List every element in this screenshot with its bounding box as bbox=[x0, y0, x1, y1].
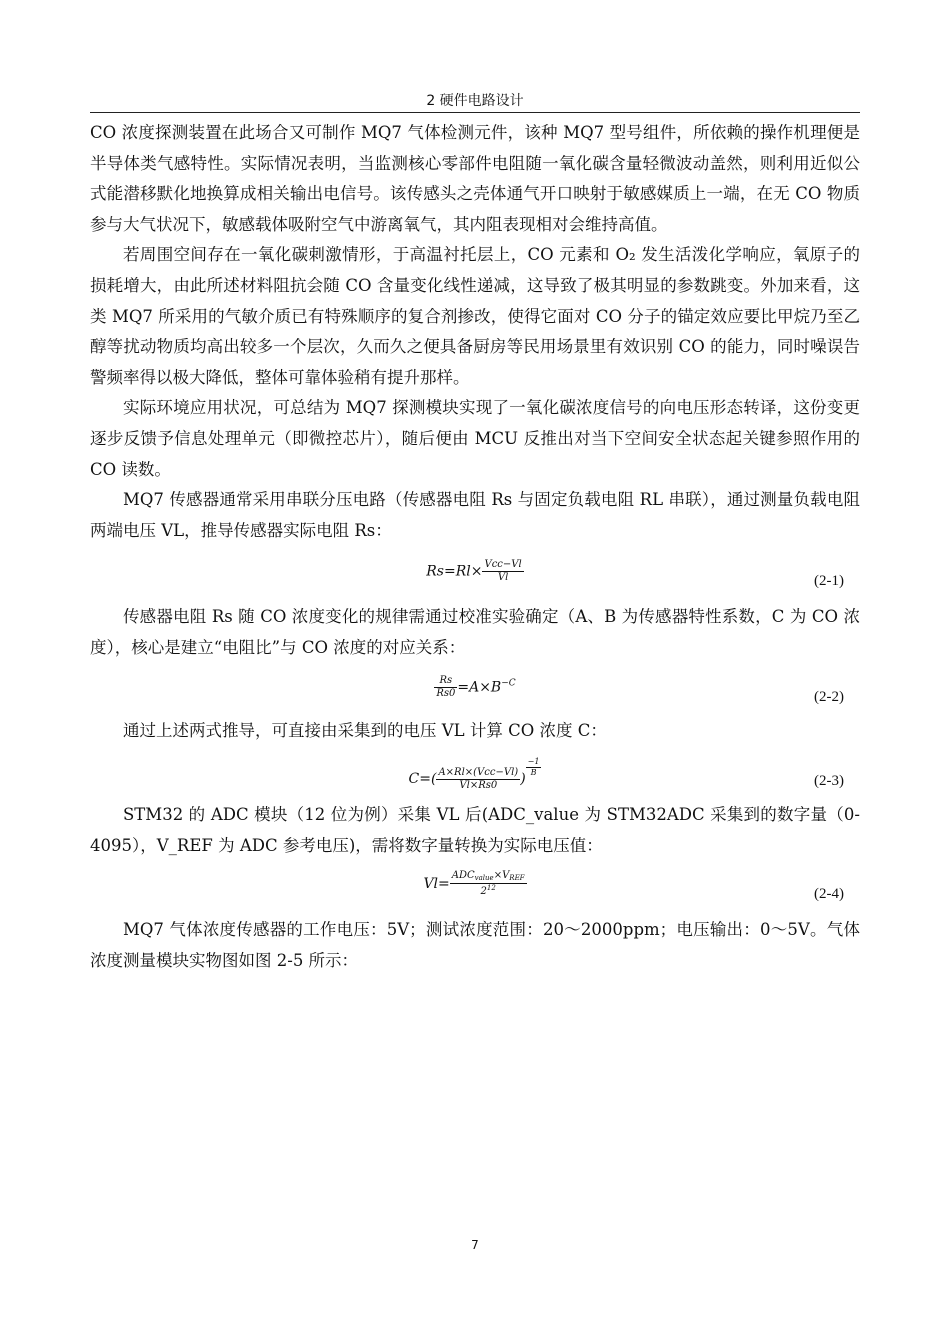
eq3-number: (2-3) bbox=[814, 773, 844, 790]
paragraph-6: 通过上述两式推导，可直接由采集到的电压 VL 计算 CO 浓度 C： bbox=[123, 720, 607, 740]
paragraph-5: 传感器电阻 Rs 随 CO 浓度变化的规律需通过校准实验确定（A、B 为传感器特性系数，C 为 CO 浓度），核心是建立“电阻比”与 CO 浓度的对应关系： bbox=[90, 607, 860, 657]
eq3-exponent-fraction bbox=[526, 758, 542, 777]
eq2-numerator: Rs bbox=[434, 676, 457, 688]
eq3-numerator: A×Rl×(Vcc−Vl) bbox=[438, 766, 519, 778]
eq4-numerator bbox=[450, 871, 527, 884]
equation-2-1 bbox=[90, 546, 860, 602]
page-number: 7 bbox=[471, 1238, 479, 1252]
eq1-numerator: Vcc−Vl bbox=[484, 559, 522, 571]
paragraph-8: MQ7 气体浓度传感器的工作电压：5V；测试浓度范围：20～2000ppm；电压输出：0～5V。气体浓度测量模块实物图如图 2-5 所示： bbox=[90, 920, 860, 970]
equation-2-4 bbox=[90, 861, 860, 915]
eq4-den-exp: 12 bbox=[486, 884, 496, 893]
eq2-number: (2-2) bbox=[814, 688, 844, 705]
eq2-rhs: =A×B bbox=[457, 679, 502, 695]
eq4-lhs: Vl= bbox=[423, 876, 450, 893]
eq4-number: (2-4) bbox=[814, 886, 844, 903]
eq1-fraction bbox=[482, 560, 523, 583]
eq2-exponent: −C bbox=[501, 678, 516, 688]
eq3-close: ) bbox=[520, 771, 526, 788]
eq4-denominator bbox=[450, 884, 527, 897]
page-header: 2 硬件电路设计 bbox=[426, 93, 524, 109]
eq1-denominator: Vl bbox=[497, 572, 509, 584]
paragraph-2: 若周围空间存在一氧化碳刺激情形，于高温衬托层上，CO 元素和 O₂ 发生活泼化学响应，氧原子的损耗增大，由此所述材料阻抗会随 CO 含量变化线性递减，这导致了极其明显的参数跳变。外加来看，这类 MQ7 所采用的气敏介质已有特殊顺序的复合剂掺改，使得它面对 CO 分子的锚定效应要比甲烷乃至乙醇等扰动物质均高出较多一个层次，久而久之便具备厨房等民用场景里有效识别 CO 的能力，同时噪误告警频率得以极大降低，整体可靠体验稍有提升那样。 bbox=[90, 245, 860, 387]
eq1-number: (2-1) bbox=[814, 573, 844, 590]
eq4-num-v: ×V bbox=[493, 870, 510, 882]
eq4-num-adc-sub: value bbox=[474, 874, 494, 883]
eq4-den-base: 2 bbox=[480, 886, 487, 898]
eq4-num-v-sub: REF bbox=[509, 874, 525, 883]
equation-2-3 bbox=[90, 746, 860, 800]
eq3-exponent-denominator: B bbox=[530, 768, 537, 778]
eq3-fraction bbox=[436, 768, 520, 791]
eq3-denominator: Vl×Rs0 bbox=[459, 779, 498, 791]
equation-2-2 bbox=[90, 664, 860, 716]
header-rule bbox=[90, 112, 860, 113]
eq3-lhs: C=( bbox=[408, 771, 437, 788]
eq4-num-adc: ADC bbox=[451, 870, 475, 882]
paragraph-4: MQ7 传感器通常采用串联分压电路（传感器电阻 Rs 与固定负载电阻 RL 串联），通过测量负载电阻两端电压 VL，推导传感器实际电阻 Rs： bbox=[90, 490, 860, 540]
paragraph-7: STM32 的 ADC 模块（12 位为例）采集 VL 后(ADC_value 为 STM32ADC 采集到的数字量（0-4095），V_REF 为 ADC 参考电压)，需将数字量转换为实际电压值： bbox=[90, 805, 860, 855]
eq2-denominator: Rs0 bbox=[436, 687, 456, 699]
eq4-fraction bbox=[450, 871, 527, 897]
eq1-lhs: Rs=Rl× bbox=[426, 563, 483, 580]
paragraph-1: CO 浓度探测装置在此场合又可制作 MQ7 气体检测元件，该种 MQ7 型号组件，所依赖的操作机理便是半导体类气感特性。实际情况表明，当监测核心零部件电阻随一氧化碳含量轻微波动盖然，则利用近似公式能潜移默化地换算成相关输出电信号。该传感头之壳体通气开口映射于敏感媒质上一端，在无 CO 物质参与大气状况下，敏感载体吸附空气中游离氧气，其内阻表现相对会维持高值。 bbox=[90, 123, 860, 234]
eq3-exponent-numerator: −1 bbox=[527, 757, 540, 767]
page-body bbox=[90, 118, 860, 976]
paragraph-3: 实际环境应用状况，可总结为 MQ7 探测模块实现了一氧化碳浓度信号的向电压形态转译，这份变更逐步反馈予信息处理单元（即微控芯片），随后便由 MCU 反推出对当下空间安全状态起关键参照作用的 CO 读数。 bbox=[90, 398, 860, 479]
eq2-fraction bbox=[434, 676, 457, 699]
